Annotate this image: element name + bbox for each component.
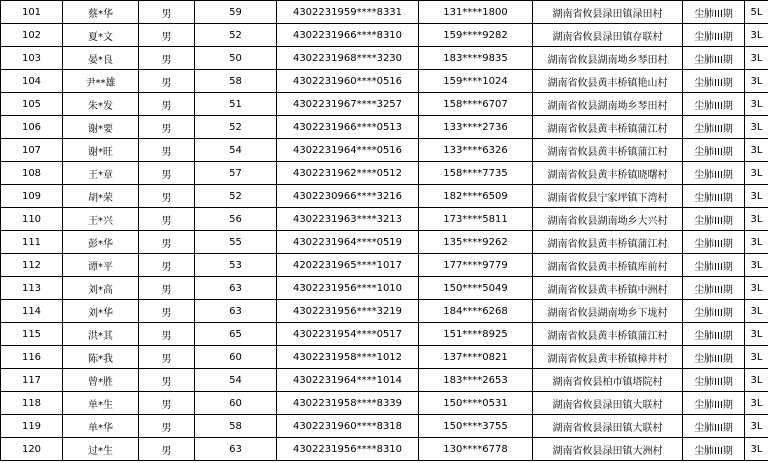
id-number-cell: 4302231964****0519	[277, 231, 419, 254]
phone-number-cell: 159****1024	[419, 70, 533, 93]
phone-number-cell: 137****0821	[419, 346, 533, 369]
patient-name-cell: 陈*我	[63, 346, 139, 369]
gender-cell: 男	[139, 24, 195, 47]
patient-name-cell: 朱*发	[63, 93, 139, 116]
id-number-cell: 4302231962****0512	[277, 162, 419, 185]
phone-number-cell: 131****1800	[419, 1, 533, 24]
phone-number-cell: 183****9835	[419, 47, 533, 70]
address-cell: 湖南省攸县黄丰桥镇艳山村	[533, 70, 683, 93]
address-cell: 湖南省攸县黄丰桥镇库前村	[533, 254, 683, 277]
diagnosis-cell: 尘肺III期	[683, 254, 745, 277]
id-number-cell: 4302231956****1010	[277, 277, 419, 300]
volume-cell: 3L	[745, 208, 768, 231]
volume-cell: 3L	[745, 162, 768, 185]
patient-name-cell: 谭*平	[63, 254, 139, 277]
row-number-cell: 105	[1, 93, 63, 116]
age-cell: 60	[195, 346, 277, 369]
address-cell: 湖南省攸县湖南坳乡琴田村	[533, 93, 683, 116]
address-cell: 湖南省攸县黄丰桥镇蒲江村	[533, 323, 683, 346]
phone-number-cell: 158****7735	[419, 162, 533, 185]
age-cell: 53	[195, 254, 277, 277]
age-cell: 52	[195, 116, 277, 139]
table-row	[1, 162, 768, 185]
age-cell: 63	[195, 277, 277, 300]
address-cell: 湖南省攸县渌田镇存联村	[533, 24, 683, 47]
volume-cell: 5L	[745, 1, 768, 24]
volume-cell: 3L	[745, 323, 768, 346]
id-number-cell: 4302231966****0513	[277, 116, 419, 139]
phone-number-cell: 183****2653	[419, 369, 533, 392]
table-row	[1, 47, 768, 70]
address-cell: 湖南省攸县黄丰桥镇蒲江村	[533, 139, 683, 162]
gender-cell: 男	[139, 47, 195, 70]
table-row	[1, 438, 768, 461]
id-number-cell: 4302231959****8331	[277, 1, 419, 24]
age-cell: 63	[195, 438, 277, 461]
gender-cell: 男	[139, 415, 195, 438]
address-cell: 湖南省攸县湖南坳乡下垅村	[533, 300, 683, 323]
age-cell: 58	[195, 415, 277, 438]
patient-name-cell: 胡*荣	[63, 185, 139, 208]
table-row	[1, 346, 768, 369]
volume-cell: 3L	[745, 415, 768, 438]
volume-cell: 3L	[745, 47, 768, 70]
id-number-cell: 4302231963****3213	[277, 208, 419, 231]
id-number-cell: 4302231968****3230	[277, 47, 419, 70]
patient-name-cell: 曾*胜	[63, 369, 139, 392]
gender-cell: 男	[139, 208, 195, 231]
diagnosis-cell: 尘肺III期	[683, 1, 745, 24]
diagnosis-cell: 尘肺III期	[683, 346, 745, 369]
gender-cell: 男	[139, 231, 195, 254]
table-row	[1, 208, 768, 231]
volume-cell: 3L	[745, 392, 768, 415]
id-number-cell: 4302231964****1014	[277, 369, 419, 392]
address-cell: 湖南省攸县黄丰桥镇中洲村	[533, 277, 683, 300]
diagnosis-cell: 尘肺III期	[683, 369, 745, 392]
phone-number-cell: 173****5811	[419, 208, 533, 231]
table-body	[1, 1, 768, 461]
patient-name-cell: 王*章	[63, 162, 139, 185]
diagnosis-cell: 尘肺III期	[683, 24, 745, 47]
age-cell: 60	[195, 392, 277, 415]
patient-name-cell: 晏*良	[63, 47, 139, 70]
row-number-cell: 108	[1, 162, 63, 185]
row-number-cell: 116	[1, 346, 63, 369]
phone-number-cell: 158****6707	[419, 93, 533, 116]
row-number-cell: 101	[1, 1, 63, 24]
diagnosis-cell: 尘肺III期	[683, 116, 745, 139]
table-row	[1, 139, 768, 162]
table-row	[1, 1, 768, 24]
patient-name-cell: 尹**雄	[63, 70, 139, 93]
row-number-cell: 109	[1, 185, 63, 208]
row-number-cell: 102	[1, 24, 63, 47]
id-number-cell: 4302231967****3257	[277, 93, 419, 116]
table-row	[1, 415, 768, 438]
volume-cell: 3L	[745, 139, 768, 162]
gender-cell: 男	[139, 162, 195, 185]
phone-number-cell: 150****3755	[419, 415, 533, 438]
table-row	[1, 24, 768, 47]
gender-cell: 男	[139, 300, 195, 323]
gender-cell: 男	[139, 438, 195, 461]
patient-name-cell: 蔡*华	[63, 1, 139, 24]
id-number-cell: 4302231956****3219	[277, 300, 419, 323]
table-row	[1, 323, 768, 346]
patient-name-cell: 过*生	[63, 438, 139, 461]
id-number-cell: 4302231958****1012	[277, 346, 419, 369]
gender-cell: 男	[139, 1, 195, 24]
gender-cell: 男	[139, 392, 195, 415]
patient-name-cell: 刘*高	[63, 277, 139, 300]
gender-cell: 男	[139, 70, 195, 93]
row-number-cell: 114	[1, 300, 63, 323]
gender-cell: 男	[139, 185, 195, 208]
volume-cell: 3L	[745, 277, 768, 300]
row-number-cell: 119	[1, 415, 63, 438]
gender-cell: 男	[139, 254, 195, 277]
gender-cell: 男	[139, 323, 195, 346]
id-number-cell: 4202231965****1017	[277, 254, 419, 277]
patient-name-cell: 彭*华	[63, 231, 139, 254]
diagnosis-cell: 尘肺III期	[683, 162, 745, 185]
table-row	[1, 254, 768, 277]
address-cell: 湖南省攸县黄丰桥镇晓曙村	[533, 162, 683, 185]
row-number-cell: 111	[1, 231, 63, 254]
address-cell: 湖南省攸县柏市镇塔院村	[533, 369, 683, 392]
phone-number-cell: 184****6268	[419, 300, 533, 323]
patient-name-cell: 夏*文	[63, 24, 139, 47]
table-row	[1, 116, 768, 139]
age-cell: 56	[195, 208, 277, 231]
id-number-cell: 4302231958****8339	[277, 392, 419, 415]
row-number-cell: 112	[1, 254, 63, 277]
address-cell: 湖南省攸县黄丰桥镇蒲江村	[533, 116, 683, 139]
volume-cell: 3L	[745, 70, 768, 93]
row-number-cell: 115	[1, 323, 63, 346]
age-cell: 51	[195, 93, 277, 116]
age-cell: 52	[195, 185, 277, 208]
diagnosis-cell: 尘肺III期	[683, 323, 745, 346]
diagnosis-cell: 尘肺III期	[683, 47, 745, 70]
diagnosis-cell: 尘肺III期	[683, 139, 745, 162]
phone-number-cell: 133****6326	[419, 139, 533, 162]
age-cell: 57	[195, 162, 277, 185]
phone-number-cell: 177****9779	[419, 254, 533, 277]
table-row	[1, 70, 768, 93]
volume-cell: 3L	[745, 93, 768, 116]
diagnosis-cell: 尘肺III期	[683, 70, 745, 93]
gender-cell: 男	[139, 277, 195, 300]
table-row	[1, 369, 768, 392]
phone-number-cell: 150****0531	[419, 392, 533, 415]
address-cell: 湖南省攸县渌田镇大联村	[533, 415, 683, 438]
gender-cell: 男	[139, 93, 195, 116]
phone-number-cell: 130****6778	[419, 438, 533, 461]
age-cell: 50	[195, 47, 277, 70]
row-number-cell: 113	[1, 277, 63, 300]
volume-cell: 3L	[745, 346, 768, 369]
row-number-cell: 120	[1, 438, 63, 461]
id-number-cell: 4302231966****8310	[277, 24, 419, 47]
table-row	[1, 277, 768, 300]
row-number-cell: 104	[1, 70, 63, 93]
patient-name-cell: 刘*华	[63, 300, 139, 323]
row-number-cell: 117	[1, 369, 63, 392]
table-row	[1, 93, 768, 116]
patient-name-cell: 单*华	[63, 415, 139, 438]
volume-cell: 3L	[745, 185, 768, 208]
id-number-cell: 4302230966****3216	[277, 185, 419, 208]
gender-cell: 男	[139, 139, 195, 162]
row-number-cell: 110	[1, 208, 63, 231]
row-number-cell: 107	[1, 139, 63, 162]
diagnosis-cell: 尘肺III期	[683, 277, 745, 300]
phone-number-cell: 159****9282	[419, 24, 533, 47]
phone-number-cell: 135****9262	[419, 231, 533, 254]
table-row	[1, 392, 768, 415]
age-cell: 58	[195, 70, 277, 93]
volume-cell: 3L	[745, 300, 768, 323]
address-cell: 湖南省攸县湖南坳乡琴田村	[533, 47, 683, 70]
phone-number-cell: 151****8925	[419, 323, 533, 346]
diagnosis-cell: 尘肺III期	[683, 208, 745, 231]
row-number-cell: 103	[1, 47, 63, 70]
address-cell: 湖南省攸县渌田镇渌田村	[533, 1, 683, 24]
table-row	[1, 231, 768, 254]
gender-cell: 男	[139, 116, 195, 139]
age-cell: 55	[195, 231, 277, 254]
row-number-cell: 118	[1, 392, 63, 415]
volume-cell: 3L	[745, 24, 768, 47]
phone-number-cell: 150****5049	[419, 277, 533, 300]
age-cell: 59	[195, 1, 277, 24]
table-row	[1, 185, 768, 208]
id-number-cell: 4302231956****8310	[277, 438, 419, 461]
id-number-cell: 4302231960****8318	[277, 415, 419, 438]
diagnosis-cell: 尘肺III期	[683, 300, 745, 323]
address-cell: 湖南省攸县黄丰桥镇蒲江村	[533, 231, 683, 254]
address-cell: 湖南省攸县湖南坳乡大兴村	[533, 208, 683, 231]
age-cell: 54	[195, 369, 277, 392]
patient-name-cell: 王*兴	[63, 208, 139, 231]
patient-name-cell: 单*生	[63, 392, 139, 415]
diagnosis-cell: 尘肺III期	[683, 231, 745, 254]
row-number-cell: 106	[1, 116, 63, 139]
volume-cell: 3L	[745, 369, 768, 392]
volume-cell: 3L	[745, 254, 768, 277]
volume-cell: 3L	[745, 231, 768, 254]
gender-cell: 男	[139, 369, 195, 392]
age-cell: 65	[195, 323, 277, 346]
phone-number-cell: 182****6509	[419, 185, 533, 208]
patient-name-cell: 谢*要	[63, 116, 139, 139]
volume-cell: 3L	[745, 438, 768, 461]
address-cell: 湖南省攸县黄丰桥镇樟井村	[533, 346, 683, 369]
diagnosis-cell: 尘肺III期	[683, 392, 745, 415]
diagnosis-cell: 尘肺III期	[683, 438, 745, 461]
volume-cell: 3L	[745, 116, 768, 139]
age-cell: 52	[195, 24, 277, 47]
patient-name-cell: 谢*旺	[63, 139, 139, 162]
patient-name-cell: 洪*其	[63, 323, 139, 346]
age-cell: 54	[195, 139, 277, 162]
id-number-cell: 4302231964****0516	[277, 139, 419, 162]
address-cell: 湖南省攸县宁家坪镇下湾村	[533, 185, 683, 208]
address-cell: 湖南省攸县渌田镇大联村	[533, 392, 683, 415]
phone-number-cell: 133****2736	[419, 116, 533, 139]
address-cell: 湖南省攸县渌田镇大洲村	[533, 438, 683, 461]
id-number-cell: 4302231954****0517	[277, 323, 419, 346]
diagnosis-cell: 尘肺III期	[683, 185, 745, 208]
age-cell: 63	[195, 300, 277, 323]
id-number-cell: 4302231960****0516	[277, 70, 419, 93]
table-row	[1, 300, 768, 323]
gender-cell: 男	[139, 346, 195, 369]
diagnosis-cell: 尘肺III期	[683, 93, 745, 116]
diagnosis-cell: 尘肺III期	[683, 415, 745, 438]
